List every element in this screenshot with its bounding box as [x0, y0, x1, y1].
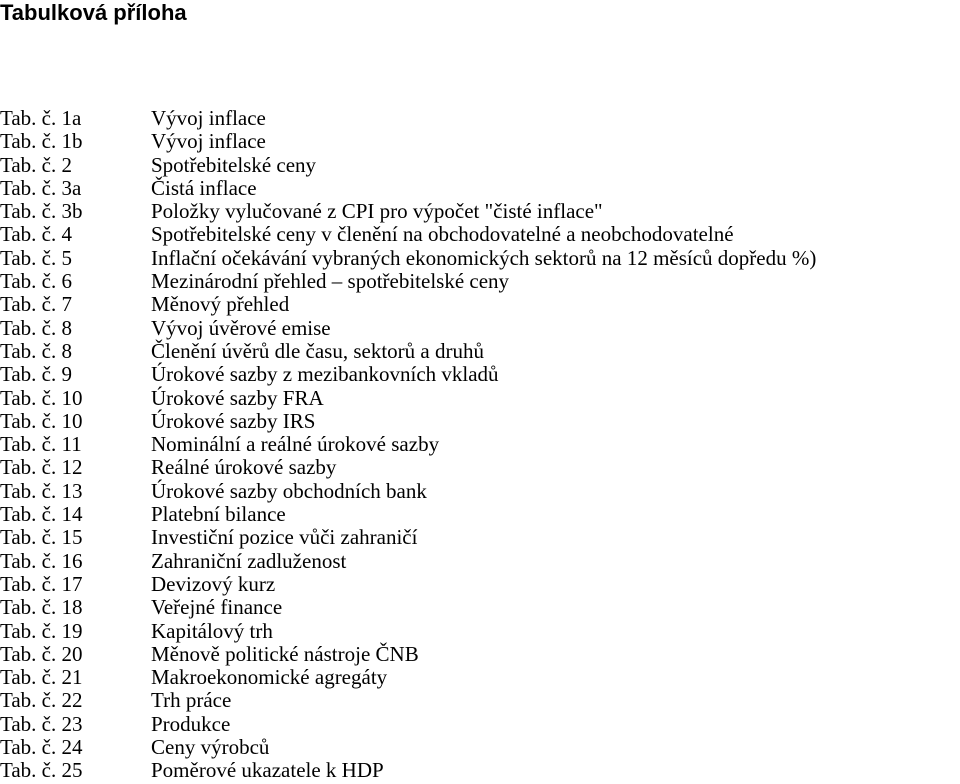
table-title: Ceny výrobců	[151, 735, 270, 760]
table-number: Tab. č. 8	[0, 338, 73, 363]
table-title: Kapitálový trh	[151, 618, 273, 643]
table-title: Položky vylučované z CPI pro výpočet "čisté inflace"	[151, 199, 603, 224]
table-number: Tab. č. 13	[0, 478, 83, 503]
table-title: Měnový přehled	[151, 292, 290, 317]
table-title: Makroekonomické agregáty	[151, 665, 388, 690]
table-title: Spotřebitelské ceny v členění na obchodovatelné a neobchodovatelné	[151, 222, 734, 247]
table-title: Úrokové sazby IRS	[151, 408, 316, 433]
table-number: Tab. č. 3a	[0, 175, 82, 200]
table-number: Tab. č. 12	[0, 455, 83, 480]
table-number: Tab. č. 25	[0, 758, 83, 783]
table-number: Tab. č. 1a	[0, 106, 82, 130]
table-title: Devizový kurz	[151, 571, 276, 596]
table-number: Tab. č. 1b	[0, 129, 83, 154]
table-number: Tab. č. 5	[0, 245, 73, 270]
table-title: Spotřebitelské ceny	[151, 152, 317, 177]
table-number: Tab. č. 19	[0, 618, 83, 643]
table-title: Úrokové sazby z mezibankovních vkladů	[151, 362, 499, 387]
table-number: Tab. č. 17	[0, 571, 83, 596]
table-number: Tab. č. 10	[0, 385, 83, 410]
table-title: Měnově politické nástroje ČNB	[151, 641, 419, 666]
table-number: Tab. č. 18	[0, 595, 83, 620]
table-title: Trh práce	[151, 688, 232, 713]
table-title: Zahraniční zadluženost	[151, 548, 347, 573]
page-title: Tabulková příloha	[0, 0, 187, 25]
table-number: Tab. č. 14	[0, 502, 83, 527]
table-title: Inflační očekávání vybraných ekonomických sektorů na 12 měsíců dopředu %)	[151, 245, 817, 270]
table-title: Vývoj úvěrové emise	[151, 315, 331, 340]
table-number: Tab. č. 20	[0, 641, 83, 666]
table-title: Veřejné finance	[151, 595, 283, 620]
table-number: Tab. č. 24	[0, 735, 83, 760]
table-title: Mezinárodní přehled – spotřebitelské ceny	[151, 269, 510, 294]
table-title: Vývoj inflace	[151, 106, 266, 130]
table-title: Úrokové sazby obchodních bank	[151, 478, 427, 503]
table-number: Tab. č. 6	[0, 269, 73, 294]
table-number: Tab. č. 7	[0, 292, 73, 317]
table-title: Investiční pozice vůči zahraničí	[151, 525, 418, 550]
table-title: Reálné úrokové sazby	[151, 455, 337, 480]
table-number: Tab. č. 15	[0, 525, 83, 550]
table-number: Tab. č. 2	[0, 152, 73, 177]
table-number: Tab. č. 3b	[0, 199, 83, 224]
table-title: Úrokové sazby FRA	[151, 385, 324, 410]
table-number: Tab. č. 10	[0, 408, 83, 433]
table-title: Poměrové ukazatele k HDP	[151, 758, 384, 783]
table-title: Členění úvěrů dle času, sektorů a druhů	[151, 338, 484, 363]
table-title: Vývoj inflace	[151, 129, 266, 154]
table-title: Čistá inflace	[151, 175, 257, 200]
table-number: Tab. č. 11	[0, 432, 82, 457]
table-number: Tab. č. 8	[0, 315, 73, 340]
table-number: Tab. č. 22	[0, 688, 83, 713]
table-number: Tab. č. 23	[0, 711, 83, 736]
table-title: Produkce	[151, 711, 231, 736]
table-number: Tab. č. 16	[0, 548, 83, 573]
table-title: Platební bilance	[151, 502, 286, 527]
table-number: Tab. č. 4	[0, 222, 73, 247]
table-title: Nominální a reálné úrokové sazby	[151, 432, 440, 457]
table-number: Tab. č. 21	[0, 665, 83, 690]
table-number: Tab. č. 9	[0, 362, 73, 387]
